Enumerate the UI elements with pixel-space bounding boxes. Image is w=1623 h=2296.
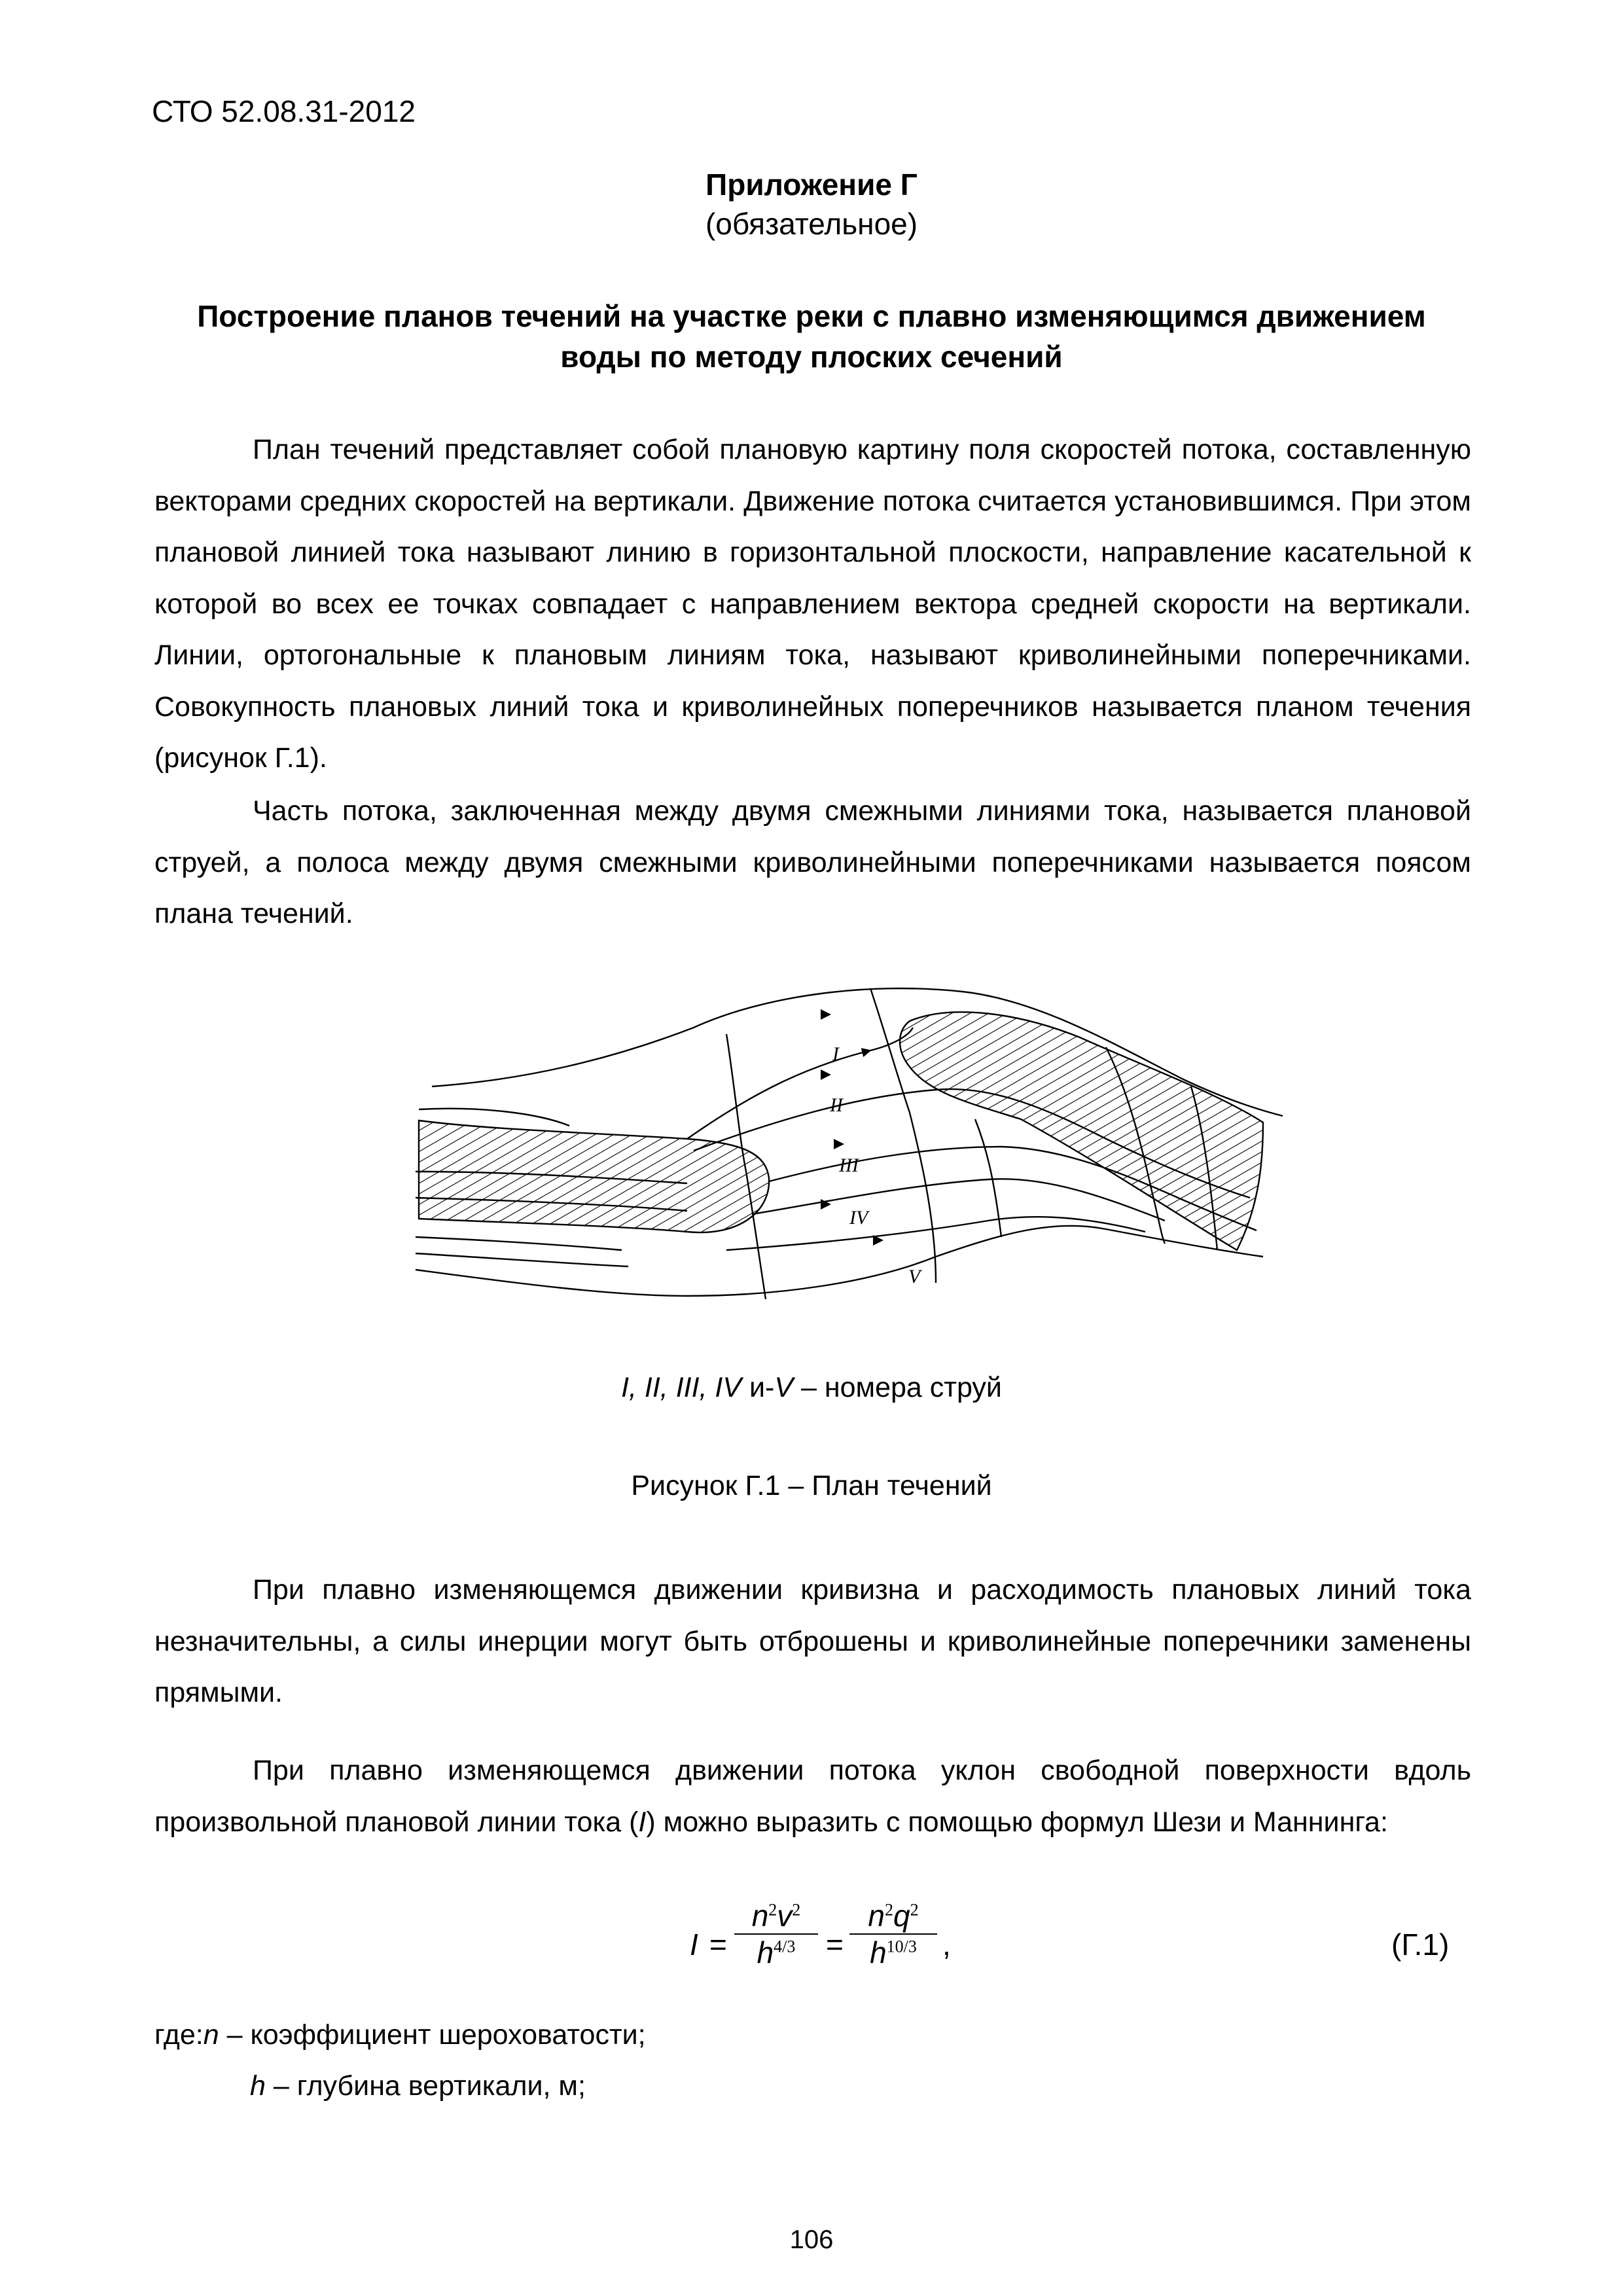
formula-fraction-1 (734, 1898, 818, 1970)
legend-connector: и- (741, 1372, 775, 1403)
flow-arrow (821, 1009, 831, 1020)
flow-plan-figure (412, 975, 1302, 1309)
figure-legend (0, 1369, 1623, 1406)
figure-caption: Рисунок Г.1 – План течений (631, 1470, 992, 1501)
paragraph-4-end: ) можно выразить с помощью формул Шези и Маннинга: (646, 1806, 1388, 1838)
formula-number: (Г.1) (1391, 1928, 1450, 1962)
stream-line (687, 1028, 913, 1139)
formula-comma: , (942, 1928, 951, 1962)
legend-numerals: I, II, III, IV (621, 1372, 742, 1403)
formula-g1 (681, 1898, 955, 1996)
flow-arrow (834, 1139, 844, 1149)
fraction-1-denominator: $h^{4/3}$ (734, 1933, 818, 1970)
flow-arrow (821, 1069, 831, 1080)
stream-label-5: V (908, 1266, 921, 1287)
fraction-2-denominator: $h^{10/3}$ (849, 1933, 937, 1970)
stream-label-4: IV (849, 1207, 868, 1229)
left-island (419, 1121, 769, 1232)
paragraph-4-start: При плавно изменяющемся движении потока уклон свободной поверхности вдоль произвольной плановой линии тока ( (154, 1755, 1471, 1838)
fraction-2-numerator: $n^2q^2$ (868, 1899, 919, 1933)
definition-n: где:n – коэффициент шероховатости; (154, 2019, 646, 2051)
stream-line (726, 1217, 1145, 1250)
slope-symbol: I (638, 1806, 647, 1838)
right-island (900, 1012, 1263, 1250)
paragraph-2: Часть потока, заключенная между двумя смежными линиями тока, называется плановой струей, а полоса между двумя смежными криволинейными поперечниками называется поясом плана течений. (154, 795, 1471, 929)
legend-text: – номера струй (793, 1372, 1002, 1403)
stream-label-3: III (839, 1155, 859, 1176)
paragraph-1: План течений представляет собой плановую картину поля скоростей потока, составленную векторами средних скоростей на вертикали. Движение потока считается установившимся. При этом плановой линией тока называют линию в горизонтальной плоскости, направление касательной к которой во всех ее точках совпадает с направлением вектора средней скорости на вертикали. Линии, ортогональные к плановым линиям тока, называют криволинейными поперечниками. Совокупность плановых линий тока и криволинейных поперечников называется планом течения (рисунок Г.1). (154, 434, 1471, 774)
formula-lhs: I (690, 1928, 698, 1962)
stream-line (753, 1179, 1165, 1221)
definition-h: h – глубина вертикали, м; (250, 2070, 586, 2102)
appendix-title: Приложение Г (705, 168, 918, 202)
formula-equals-1: = (709, 1928, 727, 1962)
formula-equals-2: = (826, 1928, 844, 1962)
legend-last-numeral: V (774, 1372, 794, 1403)
paragraph-4 (154, 1745, 1471, 1848)
stream-label-1: I (832, 1043, 839, 1065)
appendix-subtitle: (обязательное) (705, 207, 918, 241)
fraction-1-numerator: $n^2v^2$ (751, 1899, 801, 1933)
section-title: Построение планов течений на участке реки с плавно изменяющимся движением воды по методу плоских сечений (197, 299, 1426, 374)
definitions (154, 2009, 646, 2111)
formula-fraction-2 (849, 1898, 937, 1970)
paragraph-3: При плавно изменяющемся движении кривизна и расходимость плановых линий тока незначительны, а силы инерции могут быть отброшены и криволинейные поперечники заменены прямыми. (154, 1574, 1471, 1708)
document-code: СТО 52.08.31-2012 (152, 94, 416, 128)
page-number: 106 (789, 2225, 834, 2254)
stream-label-2: II (830, 1094, 843, 1116)
